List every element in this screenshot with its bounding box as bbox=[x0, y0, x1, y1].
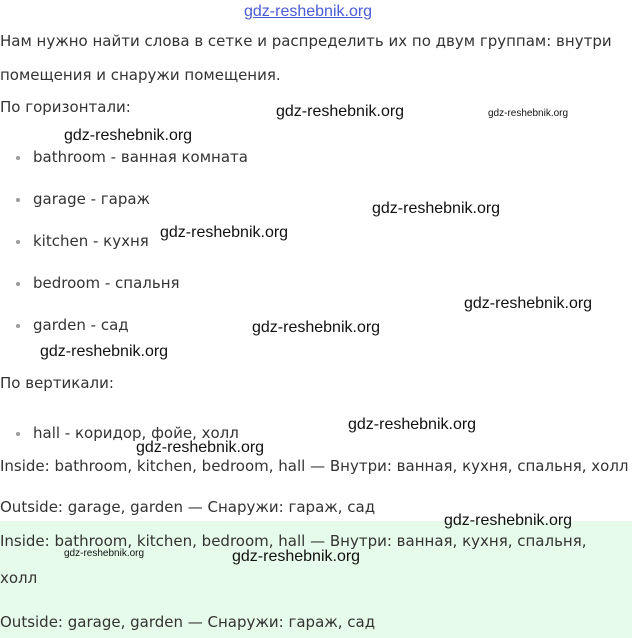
watermark: gdz-reshebnik.org bbox=[40, 343, 169, 360]
watermark: gdz-reshebnik.org bbox=[372, 200, 501, 217]
list-item: kitchen - кухня bbox=[33, 232, 149, 250]
watermark: gdz-reshebnik.org bbox=[64, 127, 193, 144]
watermark: gdz-reshebnik.org bbox=[488, 108, 569, 119]
watermark: gdz-reshebnik.org bbox=[348, 416, 477, 433]
list-item: garage - гараж bbox=[33, 190, 151, 208]
answer-outside: Outside: garage, garden — Снаружи: гараж, сад bbox=[0, 613, 376, 631]
watermark: gdz-reshebnik.org bbox=[252, 319, 381, 336]
vertical-heading: По вертикали: bbox=[0, 374, 114, 392]
bullet-dot bbox=[16, 282, 20, 286]
answer-inside-line-2: холл bbox=[0, 569, 38, 587]
watermark: gdz-reshebnik.org bbox=[276, 103, 405, 120]
list-item: garden - сад bbox=[33, 316, 129, 334]
list-item: bedroom - спальня bbox=[33, 274, 180, 292]
bullet-dot bbox=[16, 432, 20, 436]
watermark: gdz-reshebnik.org bbox=[160, 224, 289, 241]
intro-line-2: помещения и снаружи помещения. bbox=[0, 66, 281, 84]
intro-line-1: Нам нужно найти слова в сетке и распределить их по двум группам: внутри bbox=[0, 32, 612, 50]
watermark: gdz-reshebnik.org bbox=[136, 439, 265, 456]
list-item: bathroom - ванная комната bbox=[33, 148, 248, 166]
watermark: gdz-reshebnik.org bbox=[64, 548, 145, 559]
bullet-dot bbox=[16, 198, 20, 202]
horizontal-heading: По горизонтали: bbox=[0, 98, 131, 116]
bullet-dot bbox=[16, 240, 20, 244]
watermark: gdz-reshebnik.org bbox=[232, 548, 361, 565]
summary-inside: Inside: bathroom, kitchen, bedroom, hall — Внутри: ванная, кухня, спальня, холл bbox=[0, 457, 629, 475]
summary-outside: Outside: garage, garden — Снаружи: гараж, сад bbox=[0, 498, 376, 516]
watermark-link[interactable]: gdz-reshebnik.org bbox=[244, 3, 373, 20]
watermark: gdz-reshebnik.org bbox=[464, 295, 593, 312]
bullet-dot bbox=[16, 156, 20, 160]
list-item: hall - коридор, фойе, холл bbox=[33, 424, 239, 442]
answer-inside-line-1: Inside: bathroom, kitchen, bedroom, hall — Внутри: ванная, кухня, спальня, bbox=[0, 532, 587, 550]
watermark: gdz-reshebnik.org bbox=[444, 512, 573, 529]
bullet-dot bbox=[16, 324, 20, 328]
